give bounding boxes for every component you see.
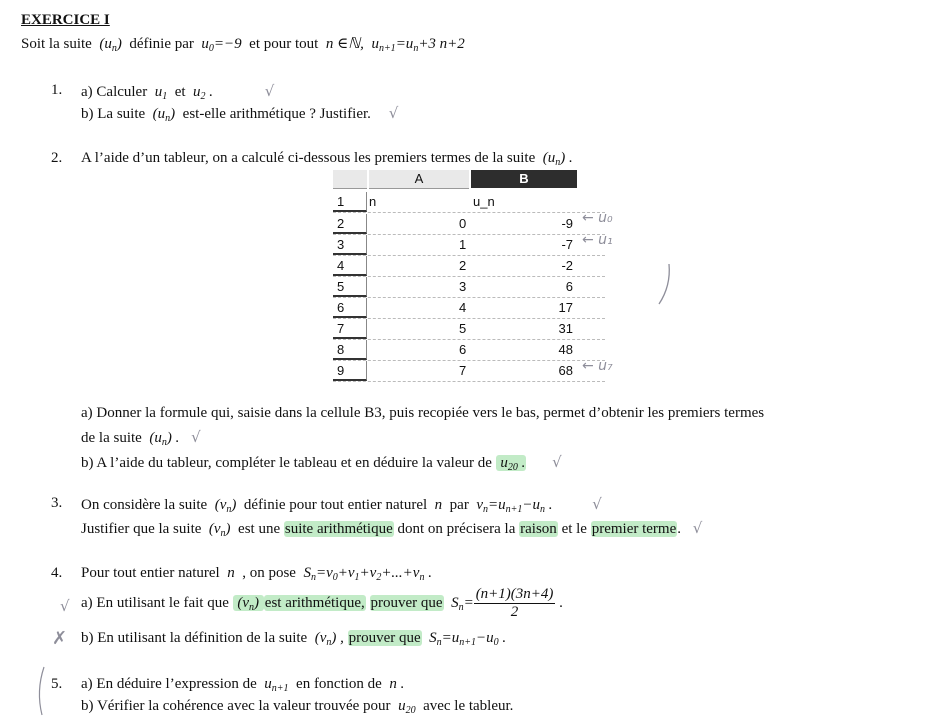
q2-text: A l’aide d’un tableur, on a calculé ci-dessous les premiers termes de la suite $(u_n)$ .	[81, 150, 573, 168]
q1-number: 1.	[51, 82, 63, 98]
row-number: 5	[333, 277, 367, 297]
check-mark: √	[388, 104, 399, 122]
cell-u-n: 6	[565, 279, 573, 294]
spreadsheet	[333, 170, 605, 382]
cell-n: 5	[459, 321, 467, 336]
cell-n: 7	[459, 363, 467, 378]
q1-b: b) La suite $(u_n)$ est-elle arithmétique ? Justifier. √	[81, 104, 399, 124]
intro-text-3: et pour tout	[249, 36, 319, 52]
check-mark: √	[552, 453, 562, 471]
check-mark: √	[60, 597, 70, 615]
highlight-raison: raison	[520, 521, 557, 537]
q2-number: 2.	[51, 150, 63, 166]
pen-stroke-icon	[655, 262, 677, 308]
table-row	[333, 214, 605, 235]
table-row	[333, 235, 605, 256]
table-row: 1 n u_n	[333, 192, 605, 213]
annotation-u7: ← u₇	[582, 358, 613, 374]
table-row	[333, 298, 605, 319]
cell-n: 0	[459, 216, 467, 231]
highlight-premier-terme: premier terme	[591, 521, 677, 537]
table-row	[333, 256, 605, 277]
check-mark: √	[264, 82, 275, 100]
q4-intro: Pour tout entier naturel n , on pose $S_n=v_0+v_1+v_2+...+v_n$ .	[81, 565, 432, 583]
q3-line2: Justifier que la suite $(v_n)$ est une suite arithmétique dont on précisera la raison et le premier terme. √	[81, 519, 703, 539]
highlight-arithmetic: suite arithmétique	[284, 521, 393, 537]
pen-stroke-icon	[34, 665, 48, 717]
u0-def: $u_0=-9$	[197, 36, 246, 54]
table-row	[333, 319, 605, 340]
q2-b: b) A l’aide du tableur, compléter le tableau et en déduire la valeur de $u_{20}$ . √	[81, 453, 562, 473]
row-number: 4	[333, 256, 367, 276]
q4-a: a) En utilisant le fait que $(v_n)$ est arithmétique, prouver que $S_n=$ $\frac{(n+1)(3n+4)}{2}$ .	[81, 586, 563, 620]
cell-u-n: -2	[561, 258, 573, 273]
cell-u-n: 17	[558, 300, 573, 315]
row-number: 3	[333, 235, 367, 255]
check-mark: √	[692, 519, 703, 537]
cell-n: 3	[459, 279, 467, 294]
intro-text-2: définie par	[129, 36, 194, 52]
row-number: 8	[333, 340, 367, 360]
corner-cell	[333, 170, 367, 189]
recurrence: $u_{n+1}=u_n+3$ n+2	[371, 36, 465, 54]
row-number: 9	[333, 361, 367, 381]
q4-b: b) En utilisant la définition de la suite $(v_n)$ , prouver que $S_n=u_{n+1}-u_0$ .	[81, 630, 507, 648]
cell-u-n: -9	[561, 216, 573, 231]
intro-line	[21, 34, 465, 54]
table-row	[333, 361, 605, 382]
q5-b: b) Vérifier la cohérence avec la valeur trouvée pour $u_{20}$ avec le tableur.	[81, 698, 514, 716]
q1-a: a) Calculer $u_1$ et $u_2$ . √	[81, 82, 275, 102]
cross-mark: ✗	[52, 628, 68, 649]
annotation-u0: ← u₀	[582, 210, 613, 226]
column-header-b: B	[471, 170, 577, 188]
cell-u-n: 31	[558, 321, 573, 336]
q2-a-line2: de la suite $(u_n)$ . √	[81, 428, 201, 448]
q4-number: 4.	[51, 565, 63, 581]
cell-n: 6	[459, 342, 467, 357]
sequence-u: $(u_n)$	[95, 36, 126, 54]
check-mark: √	[592, 495, 602, 513]
n-in-N: n ∈ℕ,	[322, 36, 368, 52]
q2-a-line1: a) Donner la formule qui, saisie dans la cellule B3, puis recopiée vers le bas, permet d’obtenir les premiers termes	[81, 405, 765, 421]
cell-n: 1	[459, 237, 467, 252]
cell-u-n: 68	[558, 363, 573, 378]
fraction: $\frac{(n+1)(3n+4)}{2}$	[475, 586, 554, 620]
table-row	[333, 277, 605, 298]
exercise-title: EXERCICE I	[21, 12, 110, 28]
row-number: 7	[333, 319, 367, 339]
row-number: 6	[333, 298, 367, 318]
cell-n: 2	[459, 258, 467, 273]
annotation-u1: ← u₁	[582, 232, 613, 248]
table-row	[333, 340, 605, 361]
column-header-a: A	[369, 170, 469, 189]
q5-number: 5.	[51, 676, 63, 692]
row-number: 2	[333, 214, 367, 234]
check-mark: √	[191, 428, 201, 446]
cell-n: 4	[459, 300, 467, 315]
cell-u-n: -7	[561, 237, 573, 252]
cell-u-n: 48	[558, 342, 573, 357]
q5-a: a) En déduire l’expression de $u_{n+1}$ en fonction de n .	[81, 676, 405, 694]
q3-line1: On considère la suite $(v_n)$ définie pour tout entier naturel n par $v_n=u_{n+1}-u_n$ . √	[81, 495, 602, 515]
intro-text-1: Soit la suite	[21, 36, 92, 52]
q3-number: 3.	[51, 495, 63, 511]
